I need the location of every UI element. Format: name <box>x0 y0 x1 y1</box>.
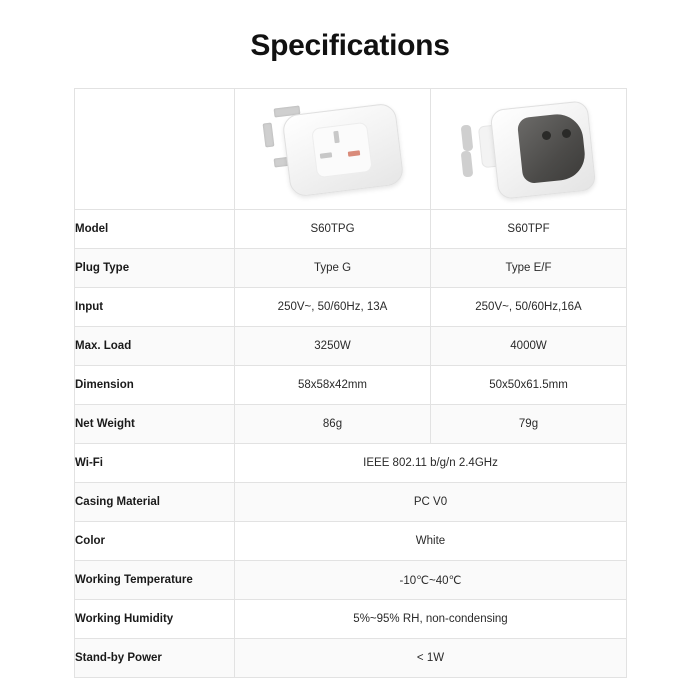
row-value-right: 4000W <box>431 327 627 366</box>
row-value-both: 5%~95% RH, non-condensing <box>235 600 627 639</box>
row-label: Model <box>75 210 235 249</box>
row-label: Working Humidity <box>75 600 235 639</box>
row-value-left: 3250W <box>235 327 431 366</box>
table-row <box>75 366 627 405</box>
row-label: Input <box>75 288 235 327</box>
row-value-right: 50x50x61.5mm <box>431 366 627 405</box>
product-image-cell-left <box>235 89 431 210</box>
table-row <box>75 600 627 639</box>
row-label: Plug Type <box>75 249 235 288</box>
row-label: Stand-by Power <box>75 639 235 678</box>
plug-type-ef-icon <box>454 101 604 197</box>
table-row <box>75 249 627 288</box>
row-value-both: White <box>235 522 627 561</box>
row-label: Net Weight <box>75 405 235 444</box>
row-value-left: 250V~, 50/60Hz, 13A <box>235 288 431 327</box>
table-row <box>75 327 627 366</box>
row-value-both: IEEE 802.11 b/g/n 2.4GHz <box>235 444 627 483</box>
table-row <box>75 639 627 678</box>
table-row-product-images <box>75 89 627 210</box>
row-value-right: 250V~, 50/60Hz,16A <box>431 288 627 327</box>
product-image-cell-right <box>431 89 627 210</box>
table-row <box>75 483 627 522</box>
row-value-left: 58x58x42mm <box>235 366 431 405</box>
table-row <box>75 522 627 561</box>
table-row <box>75 210 627 249</box>
row-label: Color <box>75 522 235 561</box>
row-label: Max. Load <box>75 327 235 366</box>
row-value-both: -10℃~40℃ <box>235 561 627 600</box>
row-value-left: S60TPG <box>235 210 431 249</box>
specifications-table <box>74 88 627 678</box>
row-label: Casing Material <box>75 483 235 522</box>
row-value-both: < 1W <box>235 639 627 678</box>
table-row <box>75 288 627 327</box>
plug-type-g-icon <box>258 101 408 197</box>
table-row <box>75 561 627 600</box>
row-value-left: Type G <box>235 249 431 288</box>
row-label: Working Temperature <box>75 561 235 600</box>
row-label: Wi-Fi <box>75 444 235 483</box>
table-row <box>75 405 627 444</box>
row-label: Dimension <box>75 366 235 405</box>
table-row <box>75 444 627 483</box>
page-title: Specifications <box>250 29 450 62</box>
row-value-right: S60TPF <box>431 210 627 249</box>
row-value-left: 86g <box>235 405 431 444</box>
row-value-right: 79g <box>431 405 627 444</box>
product-image-empty-cell <box>75 89 235 210</box>
row-value-both: PC V0 <box>235 483 627 522</box>
row-value-right: Type E/F <box>431 249 627 288</box>
